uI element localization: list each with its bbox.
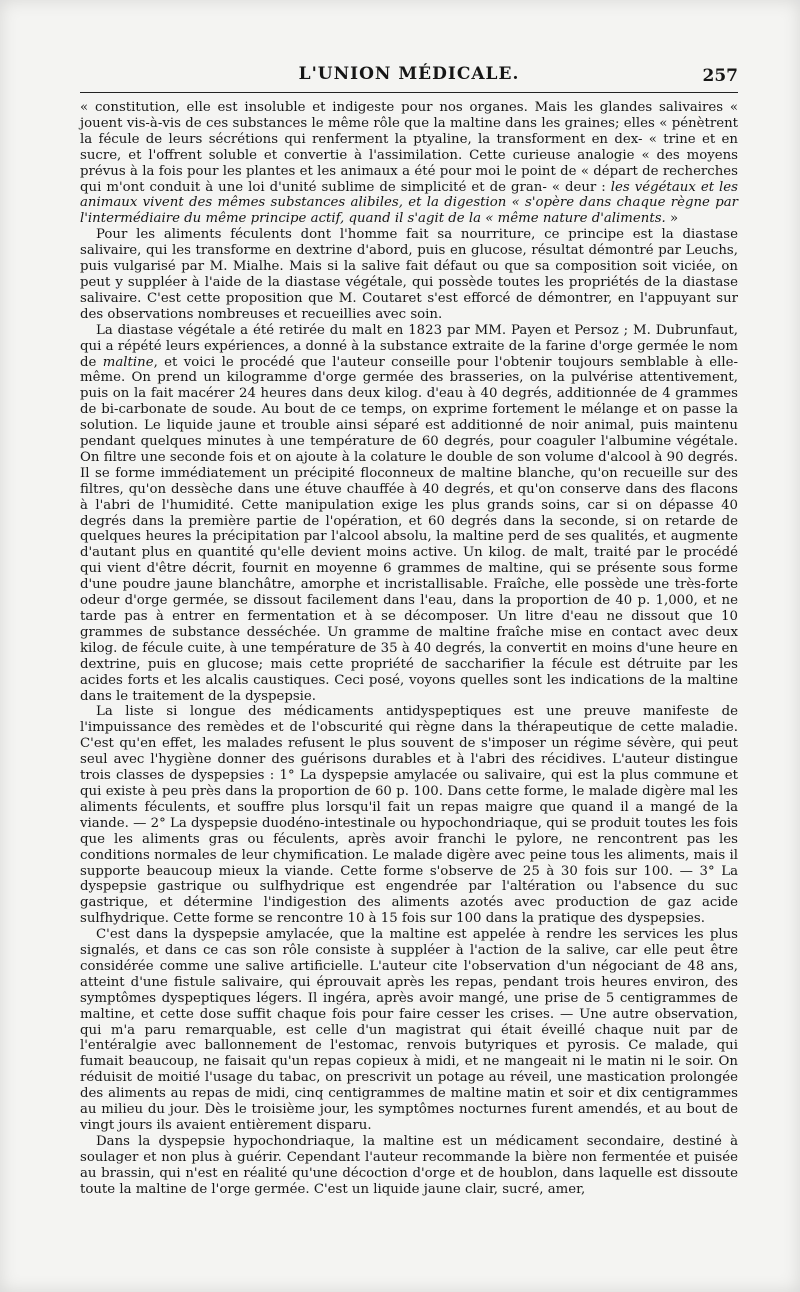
paragraph <box>80 1134 738 1198</box>
paragraph-text: Pour les aliments féculents dont l'homme fait sa nourriture, ce principe est la diastase salivaire, qui les transforme en dextrine d'abord, puis en glucose, résultat démontré par Leuchs, puis vulgarisé par M. Mialhe. Mais si la salive fait défaut ou que sa composition soit viciée, on peut y suppléer à l'aide de la diastase végétale, qui possède toutes les propriétés de la diastase salivaire. C'est cette proposition que M. Coutaret s'est efforcé de démontrer, en l'appuyant sur des observations nombreuses et recueillies avec soin. <box>80 227 738 322</box>
paragraph <box>80 100 738 227</box>
paragraph <box>80 927 738 1134</box>
page-header <box>80 62 738 90</box>
paragraph-text: Dans la dyspepsie hypochondriaque, la maltine est un médicament secondaire, destiné à soulager et non plus à guérir. Cependant l'auteur recommande la bière non fermentée et puisée au brassin, qui n'est en réalité qu'une décoction d'orge et de houblon, dans laquelle est dissoute toute la maltine de l'orge germée. C'est un liquide jaune clair, sucré, amer, <box>80 1133 738 1197</box>
page-number: 257 <box>702 66 738 86</box>
paragraph-text: » <box>665 211 679 227</box>
article-body <box>80 100 738 1198</box>
paragraph-text: , et voici le procédé que l'auteur conseille pour l'obtenir toujours semblable à elle-même. On prend un kilogramme d'orge germée des brasseries, on la pulvérise attentivement, puis on la fait macérer 24 heures dans deux kilog. d'eau à 40 degrés, additionnée de 4 grammes de bi-carbonate de soude. Au bout de ce temps, on exprime fortement le mélange et on passe la solution. Le liquide jaune et trouble ainsi séparé est additionné de noir animal, puis maintenu pendant quelques minutes à une température de 60 degrés, pour coaguler l'albumine végétale. On filtre une seconde fois et on ajoute à la colature le double de son volume d'alcool à 90 degrés. Il se forme immédiatement un précipité floconneux de maltine blanche, qu'on recueille sur des filtres, qu'on dessèche dans une étuve chauffée à 40 degrés, et qu'on conserve dans des flacons à l'abri de l'humidité. Cette manipulation exige les plus grands soins, car si on dépasse 40 degrés dans la première partie de l'opération, et 60 degrés dans la seconde, si on retarde de quelques heures la précipitation par l'alcool absolu, la maltine perd de ses qualités, et augmente d'autant plus en quantité qu'elle devient moins active. Un kilog. de malt, traité par le procédé qui vient d'être décrit, fournit en moyenne 6 grammes de maltine, qui se présente sous forme d'une poudre jaune blanchâtre, amorphe et incristallisable. Fraîche, elle possède une très-forte odeur d'orge germée, se dissout facilement dans l'eau, dans la proportion de 40 p. 1,000, et ne tarde pas à entrer en fermentation et à se décomposer. Un litre d'eau ne dissout que 10 grammes de substance desséchée. Un gramme de maltine fraîche mise en contact avec deux kilog. de fécule cuite, à une température de 35 à 40 degrés, la convertit en moins d'une heure en dextrine, puis en glucose; mais cette propriété de saccharifier la fécule est détruite par les acides forts et les alcalis caustiques. Ceci posé, voyons quelles sont les indications de la maltine dans le traitement de la dyspepsie. <box>80 354 739 704</box>
running-title: L'UNION MÉDICALE. <box>298 64 520 84</box>
paragraph <box>80 227 738 322</box>
header-rule <box>80 92 738 93</box>
paragraph-text: La liste si longue des médicaments antidyspeptiques est une preuve manifeste de l'impuissance des remèdes et de l'obscurité qui règne dans la thérapeutique de cette maladie. C'est qu'en effet, les malades refusent le plus souvent de s'imposer un régime sévère, qui peut seul avec l'hygiène donner des guérisons durables et à l'abri des récidives. L'auteur distingue trois classes de dyspepsies : 1° La dyspepsie amylacée ou salivaire, qui est la plus commune et qui existe à peu près dans la proportion de 60 p. 100. Dans cette forme, le malade digère mal les aliments féculents, et souffre plus lorsqu'il fait un repas maigre que quand il a mangé de la viande. — 2° La dyspepsie duodéno-intestinale ou hypochondriaque, qui se produit toutes les fois que les aliments gras ou féculents, après avoir franchi le pylore, ne rencontrent pas les conditions normales de leur chymification. Le malade digère avec peine tous les aliments, mais il supporte beaucoup mieux la viande. Cette forme s'observe de 25 à 30 fois sur 100. — 3° La dyspepsie gastrique ou sulfhydrique est engendrée par l'altération ou l'absence du suc gastrique, et détermine l'indigestion des aliments azotés avec production de gaz acide sulfhydrique. Cette forme se rencontre 10 à 15 fois sur 100 dans la pratique des dyspepsies. <box>80 704 738 927</box>
paragraph-text: « constitution, elle est insoluble et indigeste pour nos organes. Mais les glandes salivaires « jouent vis-à-vis de ces substances le même rôle que la maltine dans les graines; elles « pénètrent la fécule de leurs sécrétions qui renferment la ptyaline, la transforment en dex- « trine et en sucre, et l'offrent soluble et convertie à l'assimilation. Cette curieuse analogie « des moyens prévus à la fois pour les plantes et les animaux a été pour moi le point de « départ de recherches qui m'ont conduit à une loi d'unité sublime de simplicité et de gran- « deur : <box>80 100 738 195</box>
italic-text: les végétaux et les animaux vivent des mêmes substances alibiles, et la digestion « s'opère dans chaque règne par l'intermédiaire du même principe actif, quand il s'agit de la « même nature d'aliments. <box>80 179 738 227</box>
paragraph-text: La diastase végétale a été retirée du malt en 1823 par MM. Payen et Persoz ; M. Dubrunfaut, qui a répété leurs expériences, a donné à la substance extraite de la farine d'orge germée le nom de <box>80 322 738 370</box>
paragraph <box>80 704 738 927</box>
italic-text: maltine <box>102 354 154 370</box>
paragraph-text: C'est dans la dyspepsie amylacée, que la maltine est appelée à rendre les services les plus signalés, et dans ce cas son rôle consiste à suppléer à l'action de la salive, car elle peut être considérée comme une salive artificielle. L'auteur cite l'observation d'un négociant de 48 ans, atteint d'une fistule salivaire, qui éprouvait après les repas, pendant trois heures environ, des symptômes dyspeptiques légers. Il ingéra, après avoir mangé, une prise de 5 centigrammes de maltine, et cette dose suffit chaque fois pour faire cesser les crises. — Une autre observation, qui m'a paru remarquable, est celle d'un magistrat qui était éveillé chaque nuit par de l'entéralgie avec ballonnement de l'estomac, renvois butyriques et pyrosis. Ce malade, qui fumait beaucoup, ne faisait qu'un repas copieux à midi, et ne mangeait ni le matin ni le soir. On réduisit de moitié l'usage du tabac, on prescrivit un potage au réveil, une mastication prolongée des aliments au repas de midi, cinq centigrammes de maltine matin et soir et dix centigrammes au milieu du jour. Dès le troisième jour, les symptômes nocturnes furent amendés, et au bout de vingt jours ils avaient entièrement disparu. <box>80 927 738 1133</box>
paragraph <box>80 323 738 705</box>
